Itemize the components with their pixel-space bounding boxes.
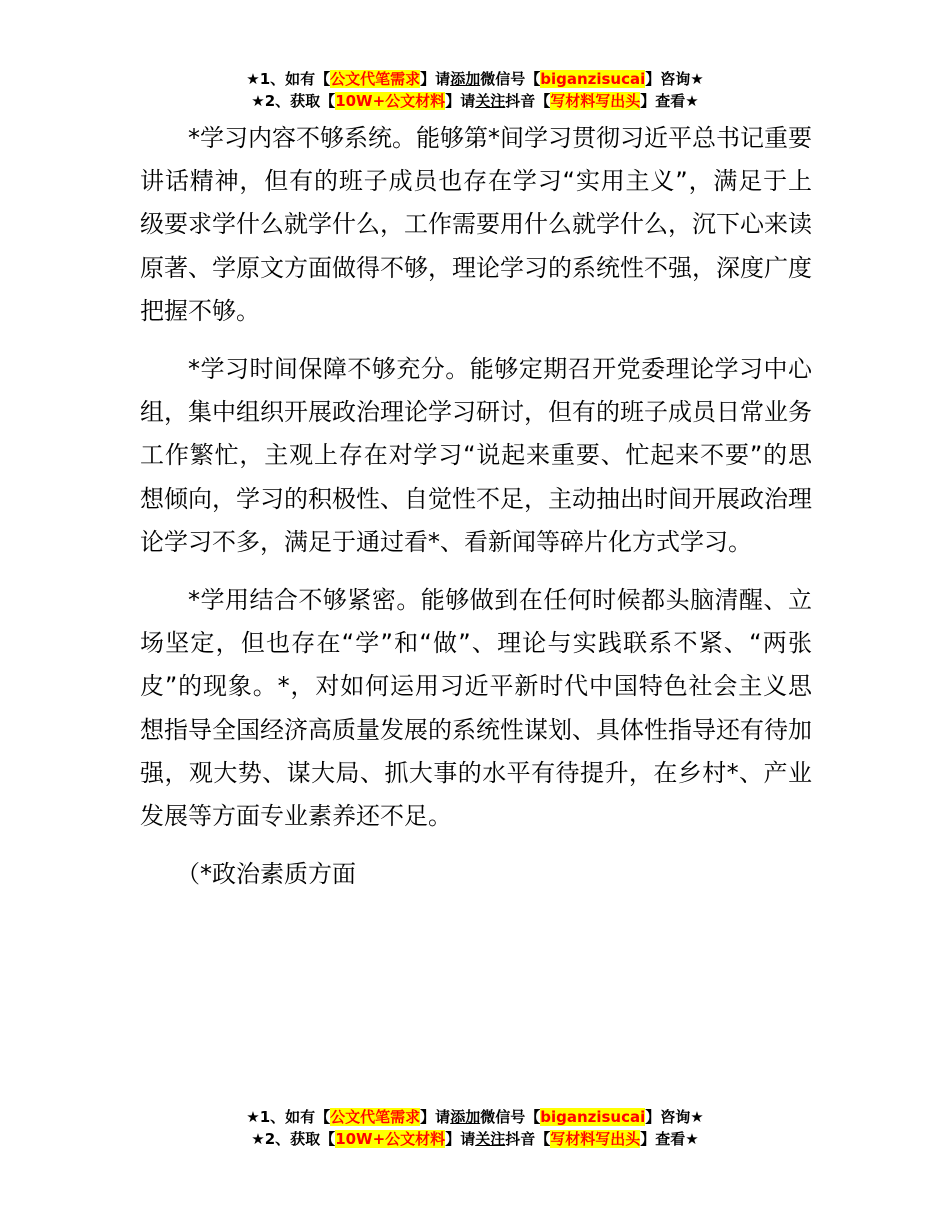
highlight-wechat-id: biganzisucai — [540, 1108, 646, 1126]
footer-line-2: ★2、获取【10W+公文材料】请关注抖音【写材料写出头】查看★ — [251, 1130, 699, 1148]
paragraph-study-time: *学习时间保障不够充分。能够定期召开党委理论学习中心组，集中组织开展政治理论学习研讨，但有的班子成员日常业务工作繁忙，主观上存在对学习“说起来重要、忙起来不要”的思想倾向，学习的积极性、自觉性不足，主动抽出时间开展政治理论学习不多，满足于通过看*、看新闻等碎片化方式学习。 — [140, 355, 812, 556]
header-line-2: ★2、获取【10W+公文材料】请关注抖音【写材料写出头】查看★ — [251, 92, 699, 110]
paragraph-study-content: *学习内容不够系统。能够第*间学习贯彻习近平总书记重要讲话精神，但有的班子成员也存在学习“实用主义”，满足于上级要求学什么就学什么，工作需要用什么就学什么，沉下心来读原著、学原文方面做得不够，理论学习的系统性不强，深度广度把握不够。 — [140, 124, 812, 325]
highlight-materials: 10W+公文材料 — [335, 1130, 446, 1148]
highlight-douyin-account: 写材料写出头 — [550, 92, 641, 110]
section-subheading: （*政治素质方面 — [176, 860, 356, 889]
header-line-1: ★1、如有【公文代笔需求】请添加微信号【biganzisucai】咨询★ — [246, 70, 704, 88]
header-banner — [0, 68, 950, 112]
document-body — [140, 117, 812, 911]
highlight-douyin-account: 写材料写出头 — [550, 1130, 641, 1148]
highlight-service: 公文代笔需求 — [330, 70, 421, 88]
paragraph-study-application: *学用结合不够紧密。能够做到在任何时候都头脑清醒、立场坚定，但也存在“学”和“做”、理论与实践联系不紧、“两张皮”的现象。*，对如何运用习近平新时代中国特色社会主义思想指导全国经济高质量发展的系统性谋划、具体性指导还有待加强，观大势、谋大局、抓大事的水平有待提升，在乡村*、产业发展等方面专业素养还不足。 — [140, 586, 812, 831]
footer-line-1: ★1、如有【公文代笔需求】请添加微信号【biganzisucai】咨询★ — [246, 1108, 704, 1126]
highlight-materials: 10W+公文材料 — [335, 92, 446, 110]
highlight-wechat-id: biganzisucai — [540, 70, 646, 88]
highlight-service: 公文代笔需求 — [330, 1108, 421, 1126]
footer-banner — [0, 1106, 950, 1150]
